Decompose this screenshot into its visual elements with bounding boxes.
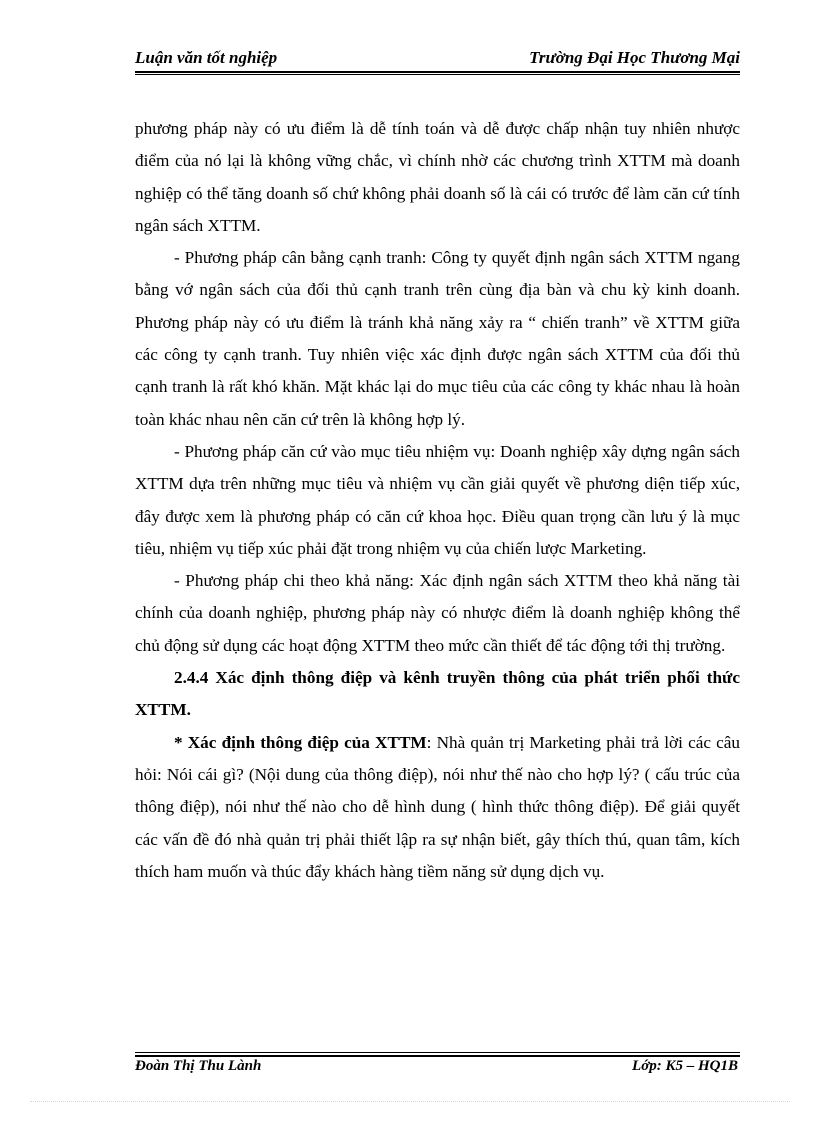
message-lead: * Xác định thông điệp của XTTM bbox=[174, 732, 427, 752]
body-text bbox=[135, 113, 740, 888]
header-divider bbox=[135, 71, 740, 73]
header-thesis-title: Luận văn tốt nghiệp bbox=[135, 48, 278, 67]
paragraph-affordable: - Phương pháp chi theo khả năng: Xác định ngân sách XTTM theo khả năng tài chính của doanh nghiệp, phương pháp này có nhược điểm là doanh nghiệp không thể chủ động sử dụng các hoạt động XTTM theo mức cần thiết để tác động tới thị trường. bbox=[135, 571, 740, 655]
section-heading: 2.4.4 Xác định thông điệp và kênh truyền thông của phát triển phối thức XTTM. bbox=[135, 668, 740, 720]
footer-divider bbox=[135, 1052, 740, 1057]
paragraph-objective-task: - Phương pháp căn cứ vào mục tiêu nhiệm vụ: Doanh nghiệp xây dựng ngân sách XTTM dựa trên những mục tiêu và nhiệm vụ cần giải quyết về phương diện tiếp xúc, đây được xem là phương pháp có căn cứ khoa học. Điều quan trọng cần lưu ý là mục tiêu, nhiệm vụ tiếp xúc phải đặt trong nhiệm vụ của chiến lược Marketing. bbox=[135, 441, 740, 558]
paragraph-intro: phương pháp này có ưu điểm là dễ tính toán và dễ được chấp nhận tuy nhiên nhược điểm của nó lại là không vững chắc, vì chính nhờ các chương trình XTTM mà doanh nghiệp có thể tăng doanh số chứ không phải doanh số là cái có trước để làm căn cứ tính ngân sách XTTM. bbox=[135, 119, 740, 235]
footer-class: Lớp: K5 – HQ1B bbox=[632, 1058, 738, 1074]
page-bottom-dotted-line bbox=[30, 1101, 790, 1102]
footer-author: Đoàn Thị Thu Lành bbox=[135, 1058, 262, 1074]
header-university: Trường Đại Học Thương Mại bbox=[529, 48, 740, 67]
paragraph-competitive-parity: - Phương pháp cân bằng cạnh tranh: Công ty quyết định ngân sách XTTM ngang bằng vớ ngân sách của đối thủ cạnh tranh trên cùng địa bàn và chu kỳ kinh doanh. Phương pháp này có ưu điểm là tránh khả năng xảy ra “ chiến tranh” về XTTM giữa các công ty cạnh tranh. Tuy nhiên việc xác định được ngân sách XTTM của đối thủ cạnh tranh là rất khó khăn. Mặt khác lại do mục tiêu của các công ty khác nhau là hoàn toàn khác nhau nên căn cứ trên là không hợp lý. bbox=[135, 248, 740, 429]
paragraph-message bbox=[135, 727, 740, 888]
page-footer bbox=[135, 1058, 740, 1080]
message-body: : Nhà quản trị Marketing phải trả lời các câu hỏi: Nói cái gì? (Nội dung của thông điệp), nói như thế nào cho hợp lý? ( cấu trúc của thông điệp), nói như thế nào cho dễ hình dung ( hình thức thông điệp). Để giải quyết các vấn đề đó nhà quản trị phải thiết lập ra sự nhận biết, gây thích thú, quan tâm, kích thích ham muốn và thúc đẩy khách hàng tiềm năng sử dụng dịch vụ. bbox=[135, 732, 740, 881]
